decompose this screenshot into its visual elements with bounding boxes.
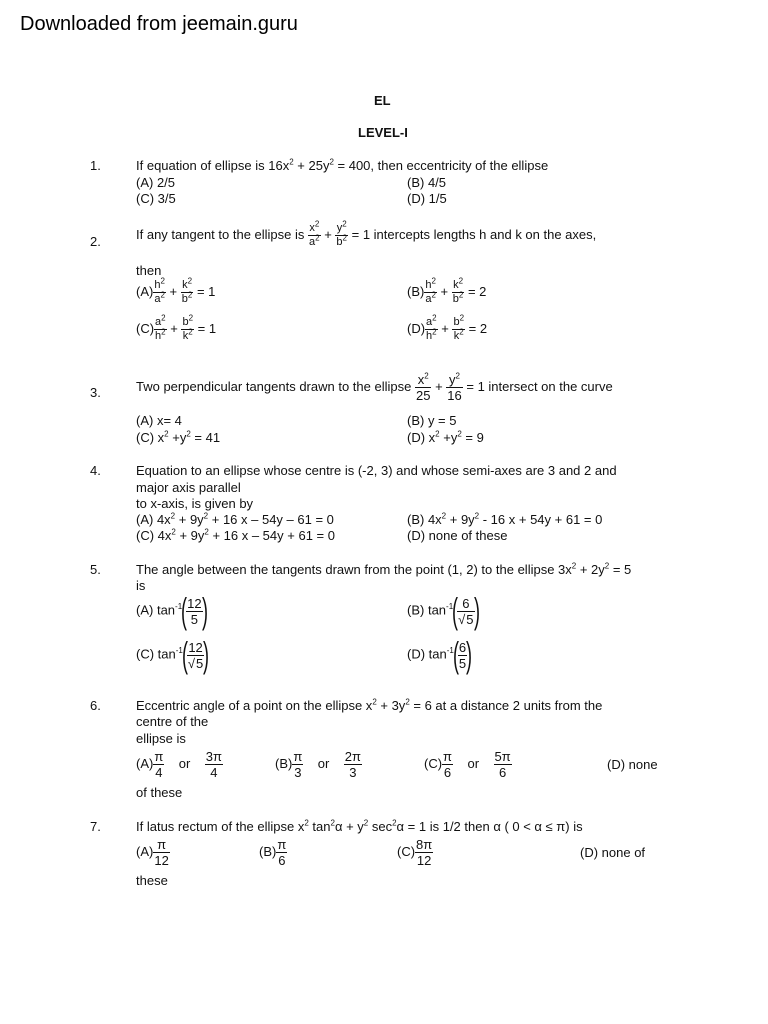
question-number: 5. xyxy=(90,562,101,577)
level-heading: LEVEL-I xyxy=(358,125,408,140)
option-a: (A) x= 4 xyxy=(136,413,182,428)
question-text: Two perpendicular tangents drawn to the ellipse $\frac{x^2}{25}$ + $\frac{y^2}{16}$ = 1 intersect on the curve xyxy=(136,371,613,403)
fraction-x2-a2: $\frac{x^2}{a^2}$ xyxy=(309,219,320,248)
option-b: (B) $4x^2 + 9y^2 - 16$ x + 54y + 61 = 0 xyxy=(407,511,603,527)
option-c: (C) $\tan^{-1}$( $\frac{12}{√5}$ ) xyxy=(136,634,210,675)
fraction-y2-16: $\frac{y^2}{16}$ xyxy=(447,371,462,403)
text-part: = 1 intercepts lengths h and k on the axes, xyxy=(351,226,597,242)
option-b: (B) $\frac{h^2}{a^2}$ + $\frac{k^2}{b^2}$ = 2 xyxy=(407,276,487,305)
option-c: (C) $\frac{\pi}{6}$ or $\frac{5\pi}{6}$ xyxy=(424,749,511,780)
question-text-line-2: centre of the xyxy=(136,714,209,729)
question-text: The angle between the tangents drawn from the point (1, 2) to the ellipse $3x^2 + 2y^2 = 5$ xyxy=(136,561,632,577)
option-b: (B) $\tan^{-1}$( $\frac{6}{√5}$ ) xyxy=(407,590,480,631)
option-d: (D) $\tan^{-1}$( $\frac{6}{5}$ ) xyxy=(407,634,473,675)
option-d: (D) none of xyxy=(580,845,646,860)
option-b: (B) $\frac{\pi}{6}$ xyxy=(259,837,287,868)
option-d-continuation: of these xyxy=(136,785,183,800)
option-a: (A) 2/5 xyxy=(136,175,176,190)
option-b: (B) 4/5 xyxy=(407,175,447,190)
question-text-line-2: is xyxy=(136,578,146,593)
plus-sign: + xyxy=(324,226,332,242)
question-text: If latus rectum of the ellipse $x^2$ $\tan^2\alpha + y^2$ $\sec^2\alpha = 1$ is 1/2 then α ( 0 < α ≤ π) is xyxy=(136,818,583,834)
continuation-text: then xyxy=(136,263,162,278)
option-d: (D) $x^2 +y^2 = 9$ xyxy=(407,429,484,445)
question-number: 4. xyxy=(90,463,101,478)
option-c: (C) $x^2 +y^2 = 41$ xyxy=(136,429,221,445)
text-part: If equation of ellipse is 16x xyxy=(136,158,290,173)
question-text: Eccentric angle of a point on the ellipse $x^2 + 3y^2 = 6$ at a distance 2 units from the xyxy=(136,697,603,713)
question-text xyxy=(136,219,597,248)
question-number: 6. xyxy=(90,698,101,713)
fraction-x2-25: $\frac{x^2}{25}$ xyxy=(415,371,431,403)
text-part: If any tangent to the ellipse is xyxy=(136,226,308,242)
question-text-line-1: Equation to an ellipse whose centre is (-2, 3) and whose semi-axes are 3 and 2 and xyxy=(136,463,617,478)
option-a: (A) $\tan^{-1}$( $\frac{12}{5}$ ) xyxy=(136,590,208,631)
option-c: (C) $\frac{a^2}{h^2}$ + $\frac{b^2}{k^2}$ = 1 xyxy=(136,313,217,342)
question-number: 7. xyxy=(90,819,101,834)
chapter-heading: EL xyxy=(374,93,391,108)
option-d: (D) 1/5 xyxy=(407,191,447,206)
option-d: (D) none of these xyxy=(407,528,508,543)
option-c: (C) $4x^2 + 9y^2 + 16$ x – 54y + 61 = 0 xyxy=(136,527,335,543)
superscript: 2 xyxy=(289,157,294,167)
option-c: (C) 3/5 xyxy=(136,191,176,206)
question-text-line-2: major axis parallel xyxy=(136,480,241,495)
question-number: 3. xyxy=(90,385,101,400)
option-d: (D) $\frac{a^2}{h^2}$ + $\frac{b^2}{k^2}$ = 2 xyxy=(407,313,488,342)
option-b: (B) $\frac{\pi}{3}$ or $\frac{2\pi}{3}$ xyxy=(275,749,361,780)
question-text-line-3: to x-axis, is given by xyxy=(136,496,254,511)
question-text xyxy=(136,159,548,172)
question-number: 1. xyxy=(90,158,101,173)
option-a: (A) $\frac{\pi}{4}$ or $\frac{3\pi}{4}$ xyxy=(136,749,222,780)
question-text-line-3: ellipse is xyxy=(136,731,186,746)
option-a: (A) $4x^2 + 9y^2 + 16$ x – 54y – 61 = 0 xyxy=(136,511,334,527)
download-banner: Downloaded from jeemain.guru xyxy=(20,13,298,35)
question-number: 2. xyxy=(90,234,101,249)
text-part: = 400, then eccentricity of the ellipse xyxy=(333,158,549,173)
option-c: (C) $\frac{8\pi}{12}$ xyxy=(397,837,433,868)
option-b: (B) y = 5 xyxy=(407,413,457,428)
option-d-continuation: these xyxy=(136,873,168,888)
option-d: (D) none xyxy=(607,757,658,772)
text-part: + 25y xyxy=(293,158,330,173)
option-a: (A) $\frac{h^2}{a^2}$ + $\frac{k^2}{b^2}$ = 1 xyxy=(136,276,216,305)
superscript: 2 xyxy=(329,157,334,167)
fraction-y2-b2: $\frac{y^2}{b^2}$ xyxy=(336,219,347,248)
option-a: (A) $\frac{\pi}{12}$ xyxy=(136,837,169,868)
